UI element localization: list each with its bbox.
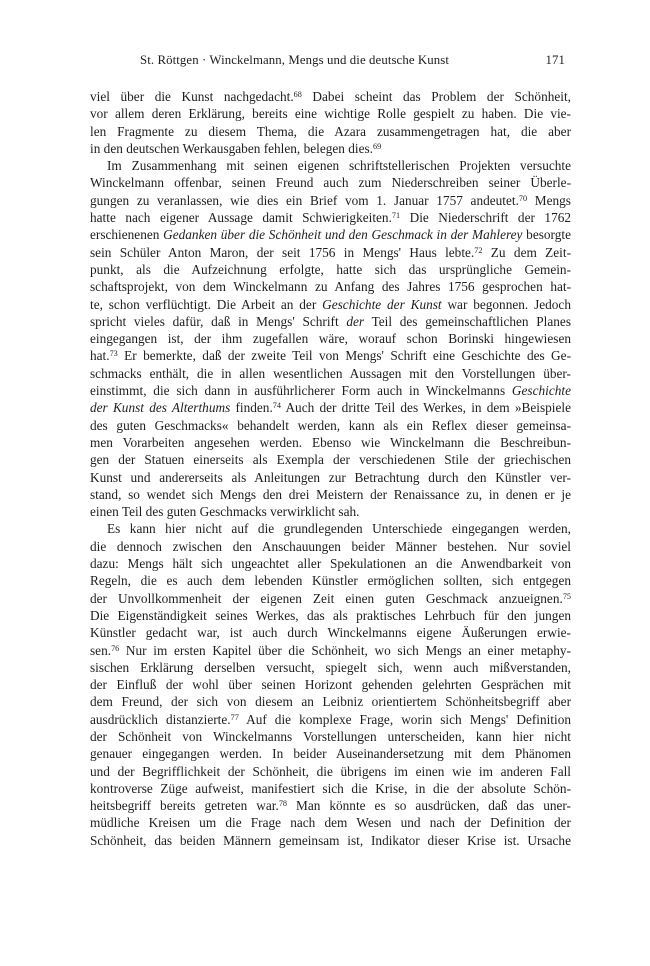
- text-line: einen Teil des guten Geschmacks verwirklicht sah.: [90, 504, 360, 520]
- text-line: kontroverse Züge aufweist, manifestiert sich die Krise, in die der absolute Schön-: [90, 780, 571, 796]
- text-line: sein Schüler Anton Maron, der seit 1756 in Mengs' Haus lebte.$^{72}$ Zu dem Zeit-: [90, 244, 571, 260]
- footnote-ref: 77: [230, 712, 239, 722]
- text-line: Im Zusammenhang mit seinen eigenen schriftstellerischen Projekten versuchte: [107, 158, 571, 174]
- text-line: schmacks enthält, die in allen wesentlichen Aussagen mit den Vorstellungen über-: [90, 365, 571, 381]
- text-line: heitsbegriff bereits getreten war.$^{78}$ Man könnte es so ausdrücken, daß das uner-: [90, 798, 571, 814]
- paragraph-3: [90, 520, 571, 849]
- text-line: sischen Erklärung derselben versucht, spiegelt sich, wenn auch mißverstanden,: [90, 659, 571, 675]
- text-line: dazu: Mengs hält sich ungeachtet aller Spekulationen an die Anwendbarkeit von: [90, 556, 571, 572]
- text-line: Künstler gedacht war, ist auch durch Winckelmanns eigene Äußerungen erwie-: [90, 625, 571, 641]
- text-line: dem Freund, der sich von diesem an Leibniz orientiertem Schönheitsbegriff aber: [90, 694, 571, 710]
- text-line: gen der Statuen einerseits als Exempla der verschiedenen Stile der griechischen: [90, 452, 571, 468]
- text-line: vor allem deren Erklärung, bereits eine wichtige Rolle gespielt zu haben. Die vie-: [90, 106, 571, 122]
- footnote-ref: 73: [109, 349, 118, 359]
- text-line: erschienenen Gedanken über die Schönheit und den Geschmack in der Mahlerey besorgte: [90, 227, 571, 243]
- text-line: hatte nach eigener Aussage damit Schwierigkeiten.$^{71}$ Die Niederschrift der 1762: [90, 210, 572, 226]
- text-line: gungen zu veranlassen, wie dies ein Brief vom 1. Januar 1757 andeutet.$^{70}$ Mengs: [90, 192, 571, 208]
- text-line: te, schon verflüchtigt. Die Arbeit an der Geschichte der Kunst war begonnen. Jedoch: [90, 296, 571, 312]
- footnote-ref: 75: [562, 591, 571, 601]
- page-header: [90, 53, 570, 71]
- text-line: sen.$^{76}$ Nur im ersten Kapitel über die Schönheit, wo sich Mengs an einer metaphy-: [90, 642, 571, 658]
- text-line: len Fragmente zu diesem Thema, die Azara zusammengetragen hat, die aber: [90, 123, 571, 139]
- text-line: Es kann hier nicht auf die grundlegenden Unterschiede eingegangen werden,: [107, 521, 571, 537]
- text-line: schaftsprojekt, von dem Winckelmann zu Anfang des Jahres 1756 gesprochen hat-: [90, 279, 571, 295]
- text-line: der Einfluß der wohl über seinen Horizont gehenden gelehrten Gesprächen mit: [90, 677, 571, 693]
- text-line: der Kunst des Alterthums finden.$^{74}$ Auch der dritte Teil des Werkes, in dem »Beispiele: [90, 400, 571, 416]
- footnote-ref: 72: [474, 245, 483, 255]
- page-number: 171: [545, 53, 565, 67]
- footnote-ref: 78: [278, 799, 287, 809]
- footnote-ref: 71: [391, 211, 401, 221]
- book-title: Gedanken über die Schönheit und den Geschmack in der Mahlerey: [163, 227, 523, 243]
- text-line: Regeln, die es auch dem lebenden Künstler ermöglichen sollten, sich entgegen: [90, 573, 571, 589]
- paragraph-2: [90, 157, 571, 520]
- book-title: Geschichte: [511, 383, 571, 399]
- text-line: Schönheit, das beiden Männern gemeinsam ist, Indikator dieser Krise ist. Ursache: [90, 832, 571, 848]
- text-line: eingegangen ist, der ihm zugefallen wäre, worauf schon Borinski hingewiesen: [90, 331, 571, 347]
- text-line: der Unvollkommenheit der eigenen Zeit einen guten Geschmack anzueignen.$^{75}$: [90, 590, 571, 606]
- text-line: und der Begrifflichkeit der Schönheit, die übrigens im einen wie im anderen Fall: [90, 763, 571, 779]
- text-line: die dennoch zwischen den Anschauungen beider Männer bestehen. Nur soviel: [90, 538, 571, 554]
- text-line: hat.$^{73}$ Er bemerkte, daß der zweite Teil von Mengs' Schrift eine Geschichte des Ge-: [90, 348, 571, 364]
- body-text: [90, 88, 571, 849]
- text-line: Die Eigenständigkeit seines Werkes, das als praktisches Lehrbuch für den jungen: [90, 607, 571, 623]
- footnote-ref: 68: [293, 90, 302, 99]
- text-line: einstimmt, die sich dann in ausführlicherer Form auch in Winckelmanns Geschichte: [90, 383, 571, 399]
- footnote-ref: 76: [111, 643, 120, 653]
- text-line: Kunst und andererseits als Anleitungen zur Betrachtung durch den Künstler ver-: [90, 469, 571, 485]
- running-head: St. Röttgen · Winckelmann, Mengs und die deutsche Kunst: [140, 53, 449, 67]
- text-line: viel über die Kunst nachgedacht.$^{68}$ Dabei scheint das Problem der Schönheit,: [90, 89, 571, 104]
- book-title: Geschichte der Kunst: [322, 296, 442, 312]
- text-line: genauer eingegangen werden. In beider Auseinandersetzung mit dem Phänomen: [90, 746, 571, 762]
- text-line: des guten Geschmacks« behandelt werden, kann als ein Reflex dieser gemeinsa-: [90, 417, 571, 433]
- text-line: punkt, als die Aufzeichnung erfolgte, hatte sich das ursprüngliche Gemein-: [90, 261, 571, 277]
- text-line: spricht vieles dafür, daß in Mengs' Schrift der Teil des gemeinschaftlichen Planes: [90, 313, 571, 329]
- emphasis: der: [346, 313, 365, 329]
- footnote-ref: 70: [518, 193, 528, 203]
- text-line: men Vorarbeiten angesehen werden. Ebenso wie Winckelmann die Beschreibun-: [90, 434, 571, 450]
- book-title: der Kunst des Alterthums: [90, 400, 231, 416]
- text-line: stand, so wendet sich Mengs den drei Meistern der Renaissance zu, in denen er je: [90, 486, 571, 502]
- text-line: ausdrücklich distanzierte.$^{77}$ Auf die komplexe Frage, worin sich Mengs' Definition: [90, 711, 571, 727]
- text-line: der Schönheit von Winckelmanns Vorstellungen unterscheiden, kann hier nicht: [90, 728, 571, 744]
- footnote-ref: 74: [272, 401, 281, 411]
- text-line: Winckelmann offenbar, seinen Freund auch zum Niederschreiben seiner Überle-: [90, 175, 571, 191]
- text-line: müdliche Kreisen um die Frage nach dem Wesen und nach der Definition der: [90, 815, 571, 831]
- paragraph-1: [90, 88, 571, 157]
- text-line: in den deutschen Werkausgaben fehlen, belegen dies.$^{69}$: [90, 140, 382, 156]
- footnote-ref: 69: [373, 141, 382, 151]
